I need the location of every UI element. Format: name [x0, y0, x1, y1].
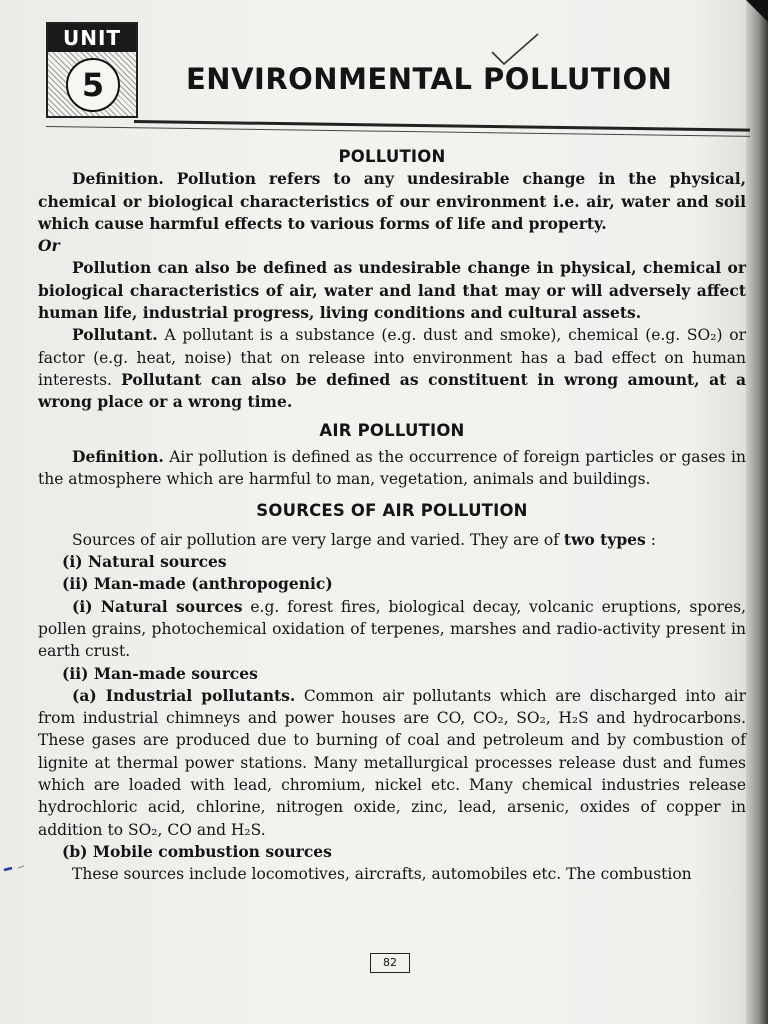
pollutant-bold-tail: Pollutant can also be defined as constituent in wrong amount, at a wrong place or a wrong time.: [38, 369, 746, 412]
sources-intro-text: Sources of air pollution are very large and varied. They are of: [72, 530, 559, 549]
industrial-body: Common air pollutants which are discharged into air from industrial chimneys and power houses are CO, CO₂, SO₂, H₂S and hydrocarbons. These gases are produced due to burning of coal and petroleum and by combustion of lignite at thermal power stations. Many metallurgical processes release dust and fumes which are loaded with lead, chromium, nickel etc. Many chemical industries release hydrochloric acid, chlorine, nitrogen oxide, zinc, lead, arsenic, oxides of copper in addition to SO₂, CO and H₂S.: [38, 686, 746, 839]
air-pollution-definition: [38, 446, 746, 491]
natural-lead: (i) Natural sources: [72, 596, 243, 616]
pollution-definition-1: Definition. Pollution refers to any undesirable change in the physical, chemical or biological characteristics of our environment i.e. air, water and soil which cause harmful effects to various forms of life and property.: [38, 169, 746, 233]
unit-number: 5: [66, 58, 120, 112]
pollutant-body: A pollutant is a substance (e.g. dust and smoke), chemical (e.g. SO₂) or factor (e.g. heat, noise) that on release into environment has a bad effect on human interests.: [38, 326, 746, 389]
page-content: [38, 146, 746, 886]
section-heading-air-pollution: AIR POLLUTION: [319, 420, 465, 440]
pollutant-lead: Pollutant.: [72, 325, 158, 345]
air-def-body: Air pollution is defined as the occurrence of foreign particles or gases in the atmosphere which are harmful to man, vegetation, animals and buildings.: [38, 447, 746, 489]
section-heading-sources: SOURCES OF AIR POLLUTION: [256, 501, 528, 521]
pollution-definition-2: Pollution can also be defined as undesirable change in physical, chemical or biological characteristics of air, water and land that may or will adversely affect human life, industrial progress, living conditions and cultural assets.: [38, 258, 746, 323]
natural-sources-paragraph: [38, 596, 746, 663]
margin-arrow-icon: [2, 862, 30, 874]
manmade-sources-heading: (ii) Man-made sources: [62, 663, 258, 683]
source-type-natural: (i) Natural sources: [62, 552, 227, 572]
page-corner: [746, 0, 768, 22]
sources-intro-tail: :: [650, 530, 656, 549]
industrial-pollutants-paragraph: [38, 685, 746, 841]
unit-badge: [46, 22, 138, 118]
source-type-manmade: (ii) Man-made (anthropogenic): [62, 574, 333, 594]
chapter-title: ENVIRONMENTAL POLLUTION: [186, 62, 673, 96]
page-edge-shadow: [746, 0, 768, 1024]
natural-body: e.g. forest fires, biological decay, volcanic eruptions, spores, pollen grains, photochemical oxidation of terpenes, marshes and radio-activity present in earth crust.: [38, 597, 746, 661]
page-number: 82: [370, 953, 410, 973]
industrial-lead: (a) Industrial pollutants.: [72, 685, 296, 705]
mobile-sources-heading: (b) Mobile combustion sources: [62, 841, 332, 861]
mobile-sources-paragraph: These sources include locomotives, aircrafts, automobiles etc. The combustion: [72, 865, 692, 884]
pollutant-paragraph: [38, 324, 746, 413]
or-separator: Or: [38, 236, 60, 256]
section-heading-pollution: POLLUTION: [338, 147, 446, 166]
sources-intro: [38, 529, 746, 551]
handwritten-tick-icon: [488, 30, 542, 70]
sources-intro-bold: two types: [563, 529, 646, 549]
unit-label: UNIT: [48, 24, 136, 52]
air-def-lead: Definition.: [72, 446, 164, 466]
